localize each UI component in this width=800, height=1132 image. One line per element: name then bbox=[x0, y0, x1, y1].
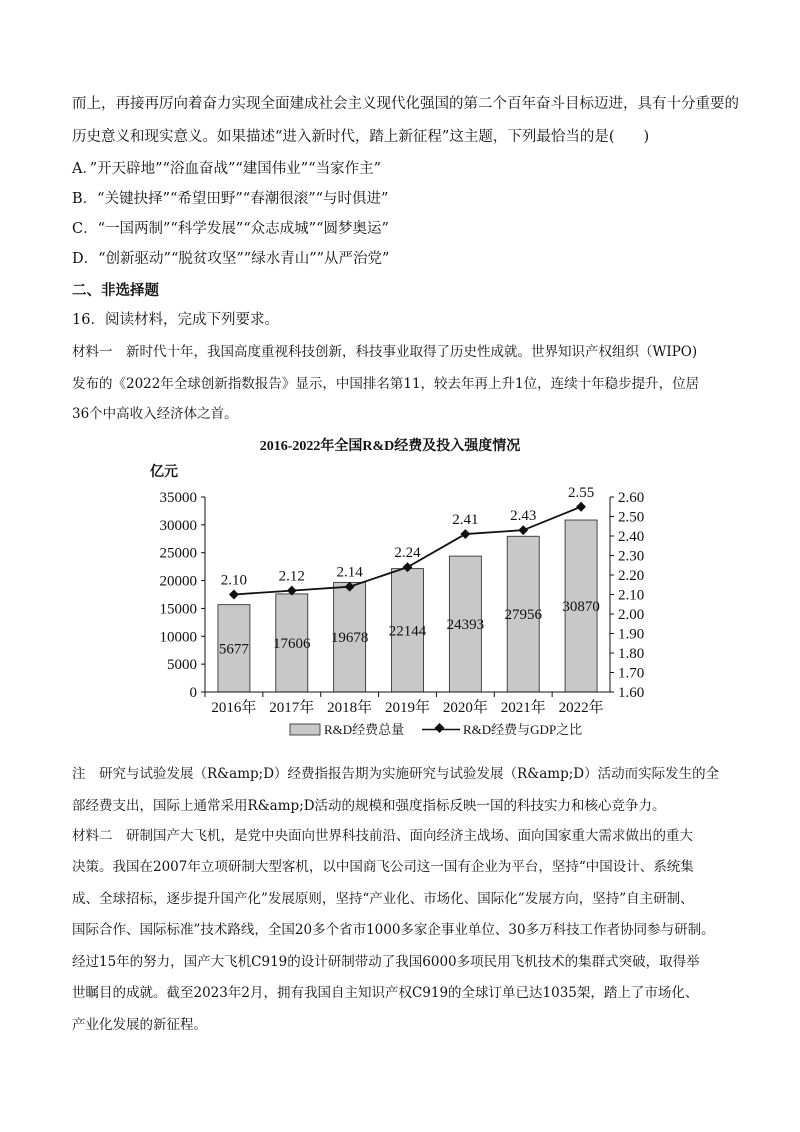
line-point-5 bbox=[518, 525, 528, 535]
q16-intro: 16．阅读材料，完成下列要求。 bbox=[72, 312, 279, 328]
line-value-label: 2.43 bbox=[510, 508, 537, 525]
y-right-tick-label: 2.20 bbox=[618, 568, 645, 584]
material2-line-4: 国际合作、国际标准”技术路线，全国20多个省市1000多家企事业单位、30多万科技工作者协同参与研制。 bbox=[72, 922, 715, 938]
y-right-tick-label: 2.30 bbox=[618, 548, 645, 565]
rd-chart bbox=[140, 430, 645, 742]
bar-value-label: 22144 bbox=[388, 623, 427, 640]
chart-legend bbox=[290, 722, 582, 737]
y-right-tick-label: 2.00 bbox=[618, 607, 645, 623]
q15-option-c: C．“一国两制”“科学发展”“众志成城”“圆梦奥运” bbox=[72, 221, 389, 237]
material2-line-5: 经过15年的努力，国产大飞机C919的设计研制带动了我国6000多项民用飞机技术的集群式突破，取得举 bbox=[72, 954, 700, 970]
line-point-6 bbox=[576, 502, 586, 512]
line-point-0 bbox=[229, 590, 239, 600]
legend-bar-label: R&D经费总量 bbox=[324, 722, 405, 737]
legend-bar-swatch bbox=[290, 724, 320, 735]
q15-stem-line-1: 而上，再接再厉向着奋力实现全面建成社会主义现代化强国的第二个百年奋斗目标迈进，具有十分重要的 bbox=[72, 96, 739, 112]
y-left-tick-label: 5000 bbox=[167, 657, 197, 674]
bar-value-label: 27956 bbox=[504, 607, 542, 624]
x-tick-label: 2017年 bbox=[269, 700, 315, 716]
line-value-label: 2.10 bbox=[220, 572, 248, 589]
bar-value-label: 17606 bbox=[273, 635, 311, 652]
bar-value-label: 19678 bbox=[330, 630, 369, 647]
y-right-tick-label: 2.50 bbox=[618, 509, 645, 526]
plot-area bbox=[160, 485, 645, 716]
line-value-label: 2.24 bbox=[394, 545, 421, 562]
y-left-tick-label: 35000 bbox=[159, 490, 197, 506]
x-tick-label: 2016年 bbox=[211, 700, 257, 716]
line-value-label: 2.14 bbox=[336, 564, 363, 581]
bar-value-label: 24393 bbox=[446, 617, 485, 634]
y-right-tick-label: 2.10 bbox=[618, 587, 645, 604]
x-tick-label: 2018年 bbox=[327, 700, 373, 716]
y-right-tick-label: 2.40 bbox=[618, 529, 645, 545]
y-left-tick-label: 10000 bbox=[159, 629, 197, 646]
y-left-tick-label: 15000 bbox=[159, 601, 197, 618]
x-tick-label: 2019年 bbox=[384, 700, 431, 716]
note-line-1: 注 研究与试验发展（R&amp;D）经费指报告期为实施研究与试验发展（R&amp;D）活动而实际发生的全 bbox=[72, 766, 720, 782]
x-tick-label: 2022年 bbox=[558, 700, 604, 716]
material2-line-7: 产业化发展的新征程。 bbox=[72, 1017, 207, 1033]
material1-line-3: 36个中高收入经济体之首。 bbox=[72, 406, 238, 422]
y-left-tick-label: 30000 bbox=[159, 517, 197, 534]
q15-option-a: A．”开天辟地”“浴血奋战”“建国伟业”“当家作主” bbox=[72, 161, 382, 177]
y-left-tick-label: 0 bbox=[189, 685, 197, 701]
y-right-tick-label: 1.90 bbox=[618, 626, 645, 643]
material2-line-6: 世瞩目的成就。截至2023年2月，拥有我国自主知识产权C919的全球订单已达1035架，踏上了市场化、 bbox=[72, 985, 699, 1001]
q15-option-d: D．“创新驱动”“脱贫攻坚””绿水青山””从严治党” bbox=[72, 251, 390, 267]
q15-option-b: B．“关键抉择”“希望田野”“春潮很滚”“与时俱进” bbox=[72, 191, 389, 207]
x-tick-label: 2021年 bbox=[500, 700, 546, 716]
bar-value-label: 5677 bbox=[218, 641, 249, 658]
material1-line-2: 发布的《2022年全球创新指数报告》显示，中国排名第11，较去年再上升1位，连续十年稳步提升，位居 bbox=[72, 376, 700, 392]
line-value-label: 2.41 bbox=[452, 512, 479, 529]
y-left-tick-label: 25000 bbox=[159, 545, 197, 562]
note-line-2: 部经费支出，国际上通常采用R&amp;D活动的规模和强度指标反映一国的科技实力和核心竞争力。 bbox=[72, 798, 666, 814]
y-right-tick-label: 1.80 bbox=[618, 646, 645, 662]
material1-line-1: 材料一 新时代十年，我国高度重视科技创新，科技事业取得了历史性成就。世界知识产权组织（WIPO) bbox=[72, 344, 698, 360]
bar-value-label: 30870 bbox=[562, 599, 600, 616]
material2-line-3: 成、全球招标，逐步提升国产化”发展原则，坚持“产业化、市场化、国际化”发展方向，坚持”自主研制、 bbox=[72, 891, 694, 907]
line-value-label: 2.55 bbox=[567, 484, 595, 501]
legend-line-label: R&D经费与GDP之比 bbox=[463, 722, 583, 737]
q15-stem-line-2: 历史意义和现实意义。如果描述“进入新时代，踏上新征程”这主题，下列最恰当的是( ) bbox=[72, 129, 650, 145]
y-left-tick-label: 20000 bbox=[159, 573, 197, 590]
y-right-tick-label: 1.70 bbox=[618, 665, 645, 682]
section-title: 二、非选择题 bbox=[72, 282, 159, 299]
legend-diamond-marker bbox=[435, 723, 445, 733]
x-tick-label: 2020年 bbox=[442, 700, 488, 716]
y-right-tick-label: 2.60 bbox=[618, 490, 645, 506]
chart-y-axis-unit: 亿元 bbox=[150, 465, 178, 480]
line-point-4 bbox=[460, 529, 470, 539]
material2-line-2: 决策。我国在2007年立项研制大型客机，以中国商飞公司这一国有企业为平台，坚持“中国设计、系统集 bbox=[72, 859, 694, 875]
y-right-tick-label: 1.60 bbox=[618, 685, 645, 701]
line-value-label: 2.12 bbox=[278, 568, 305, 585]
material2-line-1: 材料二 研制国产大飞机，是党中央面向世界科技前沿、面向经济主战场、面向国家重大需求做出的重大 bbox=[72, 828, 693, 844]
chart-title: 2016-2022年全国R&D经费及投入强度情况 bbox=[259, 439, 521, 454]
